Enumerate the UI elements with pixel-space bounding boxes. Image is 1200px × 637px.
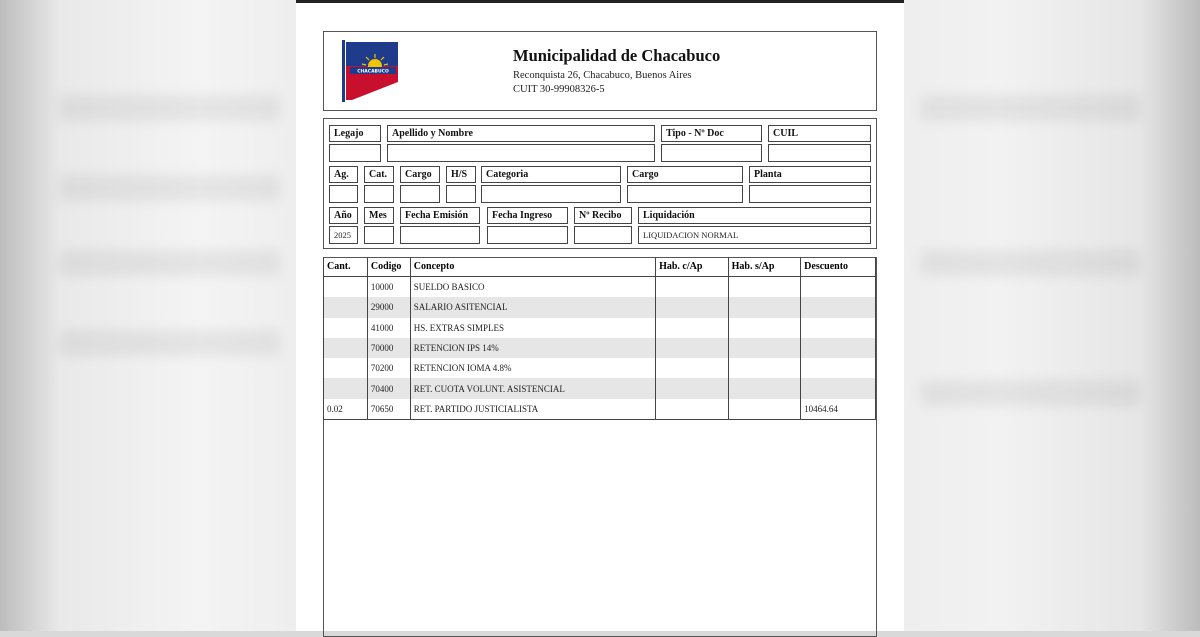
- col-codigo-header: Codigo: [367, 257, 410, 277]
- cell-codigo: 70200: [367, 358, 410, 378]
- apellido-nombre-label: Apellido y Nombre: [387, 125, 655, 142]
- categoria-label: Categoria: [481, 166, 621, 183]
- concepts-table-box: [323, 257, 877, 637]
- background-blur-band: [920, 380, 1140, 406]
- cell-hab-cap: [656, 358, 729, 378]
- cell-hab-sap: [728, 358, 801, 378]
- table-row: [324, 318, 876, 338]
- cell-descuento: [801, 378, 876, 398]
- cargo-value: [400, 185, 440, 203]
- cell-codigo: 10000: [367, 277, 410, 298]
- legajo-value: [329, 144, 381, 162]
- cell-concepto: SALARIO ASITENCIAL: [410, 297, 655, 317]
- apellido-nombre-value: [387, 144, 655, 162]
- ag-label: Ag.: [329, 166, 358, 183]
- cell-hab-cap: [656, 318, 729, 338]
- municipality-address: Reconquista 26, Chacabuco, Buenos Aires: [513, 70, 692, 81]
- cell-hab-cap: [656, 338, 729, 358]
- table-row: [324, 378, 876, 398]
- concepts-table: [323, 257, 876, 420]
- fecha-emision-label: Fecha Emisión: [400, 207, 480, 224]
- cell-descuento: [801, 338, 876, 358]
- hs-value: [446, 185, 476, 203]
- anio-value: 2025: [329, 226, 358, 244]
- cell-cant: [324, 318, 368, 338]
- table-row: [324, 358, 876, 378]
- cell-cant: [324, 378, 368, 398]
- cargo-label: Cargo: [400, 166, 440, 183]
- cell-cant: [324, 338, 368, 358]
- col-cant-header: Cant.: [324, 257, 368, 277]
- background-blur-band: [60, 250, 280, 276]
- employee-info-box: [323, 118, 877, 249]
- cell-concepto: RETENCION IPS 14%: [410, 338, 655, 358]
- recibo-value: [574, 226, 632, 244]
- liquidacion-label: Liquidación: [638, 207, 871, 224]
- cuil-label: CUIL: [768, 125, 871, 142]
- cell-codigo: 29000: [367, 297, 410, 317]
- cell-codigo: 70650: [367, 399, 410, 420]
- cell-hab-cap: [656, 277, 729, 298]
- payslip-page: [296, 0, 904, 631]
- cell-concepto: HS. EXTRAS SIMPLES: [410, 318, 655, 338]
- cell-hab-cap: [656, 378, 729, 398]
- cell-hab-sap: [728, 338, 801, 358]
- anio-label: Año: [329, 207, 358, 224]
- table-row: [324, 277, 876, 298]
- cell-hab-sap: [728, 277, 801, 298]
- fecha-ingreso-value: [487, 226, 568, 244]
- table-row: [324, 399, 876, 420]
- recibo-label: Nº Recibo: [574, 207, 632, 224]
- cell-descuento: [801, 358, 876, 378]
- cell-cant: [324, 297, 368, 317]
- col-concepto-header: Concepto: [410, 257, 655, 277]
- background-blur-band: [920, 95, 1140, 121]
- municipality-title: Municipalidad de Chacabuco: [513, 46, 721, 65]
- col-descuento-header: Descuento: [801, 257, 876, 277]
- col-hab-cap-header: Hab. c/Ap: [656, 257, 729, 277]
- cell-hab-cap: [656, 399, 729, 420]
- planta-value: [749, 185, 871, 203]
- background-blur-band: [920, 250, 1140, 276]
- cell-concepto: RET. CUOTA VOLUNT. ASISTENCIAL: [410, 378, 655, 398]
- cell-concepto: SUELDO BASICO: [410, 277, 655, 298]
- mes-label: Mes: [364, 207, 394, 224]
- planta-label: Planta: [749, 166, 871, 183]
- header-box: [323, 31, 877, 111]
- cell-cant: 0.02: [324, 399, 368, 420]
- hs-label: H/S: [446, 166, 476, 183]
- cell-hab-sap: [728, 399, 801, 420]
- cell-hab-sap: [728, 378, 801, 398]
- cell-descuento: 10464.64: [801, 399, 876, 420]
- cell-concepto: RETENCION IOMA 4.8%: [410, 358, 655, 378]
- cargo2-label: Cargo: [627, 166, 743, 183]
- cell-codigo: 70400: [367, 378, 410, 398]
- cell-descuento: [801, 277, 876, 298]
- categoria-value: [481, 185, 621, 203]
- background-blur-band: [60, 95, 280, 121]
- cell-codigo: 70000: [367, 338, 410, 358]
- ag-value: [329, 185, 358, 203]
- cell-concepto: RET. PARTIDO JUSTICIALISTA: [410, 399, 655, 420]
- cell-descuento: [801, 318, 876, 338]
- cuil-value: [768, 144, 871, 162]
- chacabuco-shield-logo: [342, 40, 398, 102]
- cat-label: Cat.: [364, 166, 394, 183]
- background-blur-band: [60, 330, 280, 356]
- fecha-emision-value: [400, 226, 480, 244]
- cell-descuento: [801, 297, 876, 317]
- fecha-ingreso-label: Fecha Ingreso: [487, 207, 568, 224]
- cat-value: [364, 185, 394, 203]
- municipality-cuit: CUIT 30-99908326-5: [513, 84, 605, 95]
- cell-cant: [324, 358, 368, 378]
- table-row: [324, 338, 876, 358]
- cell-hab-cap: [656, 297, 729, 317]
- background-blur-band: [60, 175, 280, 201]
- legajo-label: Legajo: [329, 125, 381, 142]
- cell-codigo: 41000: [367, 318, 410, 338]
- svg-text:CHACABUCO: CHACABUCO: [357, 69, 389, 75]
- concepts-header-row: [324, 257, 876, 277]
- mes-value: [364, 226, 394, 244]
- liquidacion-value: LIQUIDACION NORMAL: [638, 226, 871, 244]
- cargo2-value: [627, 185, 743, 203]
- cell-hab-sap: [728, 297, 801, 317]
- cell-hab-sap: [728, 318, 801, 338]
- tipo-doc-label: Tipo - Nº Doc: [661, 125, 762, 142]
- col-hab-sap-header: Hab. s/Ap: [728, 257, 801, 277]
- table-row: [324, 297, 876, 317]
- cell-cant: [324, 277, 368, 298]
- tipo-doc-value: [661, 144, 762, 162]
